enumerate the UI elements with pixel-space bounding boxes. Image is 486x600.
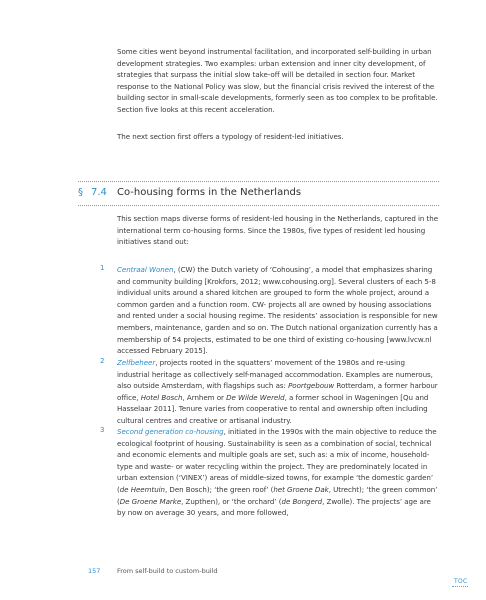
toc-link[interactable]: TOC — [454, 578, 468, 585]
toc-rule — [452, 586, 468, 587]
item-text: , initiated in the 1990s with the main objective to reduce the ecological footprint of housing. Sustainability is seen as a combination of social, technical and economic elements and multiple goals are set, such as: a mix of income, household-type and waste- or water recycling within the project. They are predominately located in urban extension (‘VINEX’) areas of middle-sized towns, for example ‘the domestic garden’ ( — [117, 427, 437, 494]
body-paragraph-1: Some cities went beyond instrumental facilitation, and incorporated self-building in urban development strategies. Two examples: urban extension and inner city development, of strategies that surpass the initial slow take-off will be detailed in section four. Market response to the National Policy was slow, but the financial crisis revived the interest of the building sector in small-scale developments, formerly seen as too complex to be profitable. Section five looks at this recent acceleration. — [117, 47, 438, 114]
item-text: , Zupthen), or ‘the orchard’ ( — [181, 496, 282, 506]
section-rule-top — [78, 181, 439, 182]
item-emphasis: Poortgebouw — [288, 381, 335, 391]
item-text: , Zwolle). The projects’ age are by now on average 30 years, and more followed, — [117, 496, 431, 518]
item-text: , Utrecht); ‘the green common’ ( — [117, 484, 438, 506]
item-emphasis: De Wilde Wereld — [226, 392, 285, 402]
list-item-number: 3 — [100, 426, 105, 434]
list-item-number: 2 — [100, 357, 105, 365]
item-term-link[interactable]: Second generation co-housing — [117, 427, 224, 436]
item-text: , a former school in Wageningen [Qu and Hasselaar 2011]. Tenure varies from cooperative to rental and ownership often including cultural centres and creative or artisanal industry. — [117, 392, 429, 425]
item-emphasis: de Bongerd — [281, 496, 323, 506]
item-text: , Den Bosch); ‘the green roof’ ( — [165, 484, 274, 494]
item-emphasis: de Heemtuin — [119, 484, 166, 494]
section-symbol: § — [78, 187, 83, 198]
running-footer-title: From self-build to custom-build — [117, 567, 218, 575]
item-emphasis: De Groene Marke — [119, 496, 182, 506]
item-text: Rotterdam, a former harbour office, — [117, 381, 438, 402]
section-rule-bottom — [78, 205, 439, 206]
item-term-link[interactable]: Centraal Wonen — [117, 265, 174, 274]
list-item — [117, 426, 439, 519]
section-intro: This section maps diverse forms of resident-led housing in the Netherlands, captured in the international term co-housing forms. Since the 1980s, five types of resident led housing initiatives stand out: — [117, 214, 439, 247]
item-text: , (CW) the Dutch variety of ‘Cohousing’, a model that emphasizes sharing and community building [Krokfors, 2012; www.cohousing.org]. Several clusters of each 5-8 individual units around a shared kitchen are grouped to form the whole project, around a common garden and a function room. CW- projects all are owned by housing associations and rented under a social housing regime. The residents’ association is responsible for new members, maintenance, garden and so on. The Dutch national organization currently has a membership of 54 projects, estimated to be one third of existing co-housing [www.lvcw.nl accessed February 2015]. — [117, 265, 438, 356]
item-text: , projects rooted in the squatters’ movement of the 1980s and re-using industrial heritage as collectively self-managed accommodation. Examples are numerous, also outside Amsterdam, with flagships such as: — [117, 358, 433, 391]
body-paragraph-2: The next section first offers a typology of resident-led initiatives. — [117, 132, 344, 141]
item-emphasis: het Groene Dak — [273, 484, 329, 494]
section-heading: Co-housing forms in the Netherlands — [117, 187, 302, 198]
section-number: 7.4 — [91, 187, 107, 198]
page-number: 157 — [88, 567, 101, 575]
list-item — [117, 264, 439, 357]
item-term-link[interactable]: Zelfbeheer — [117, 358, 156, 367]
list-item — [117, 357, 439, 427]
list-item-number: 1 — [100, 264, 105, 272]
item-emphasis: Hotel Bosch — [140, 392, 183, 402]
item-text: , Arnhem or — [182, 392, 227, 402]
